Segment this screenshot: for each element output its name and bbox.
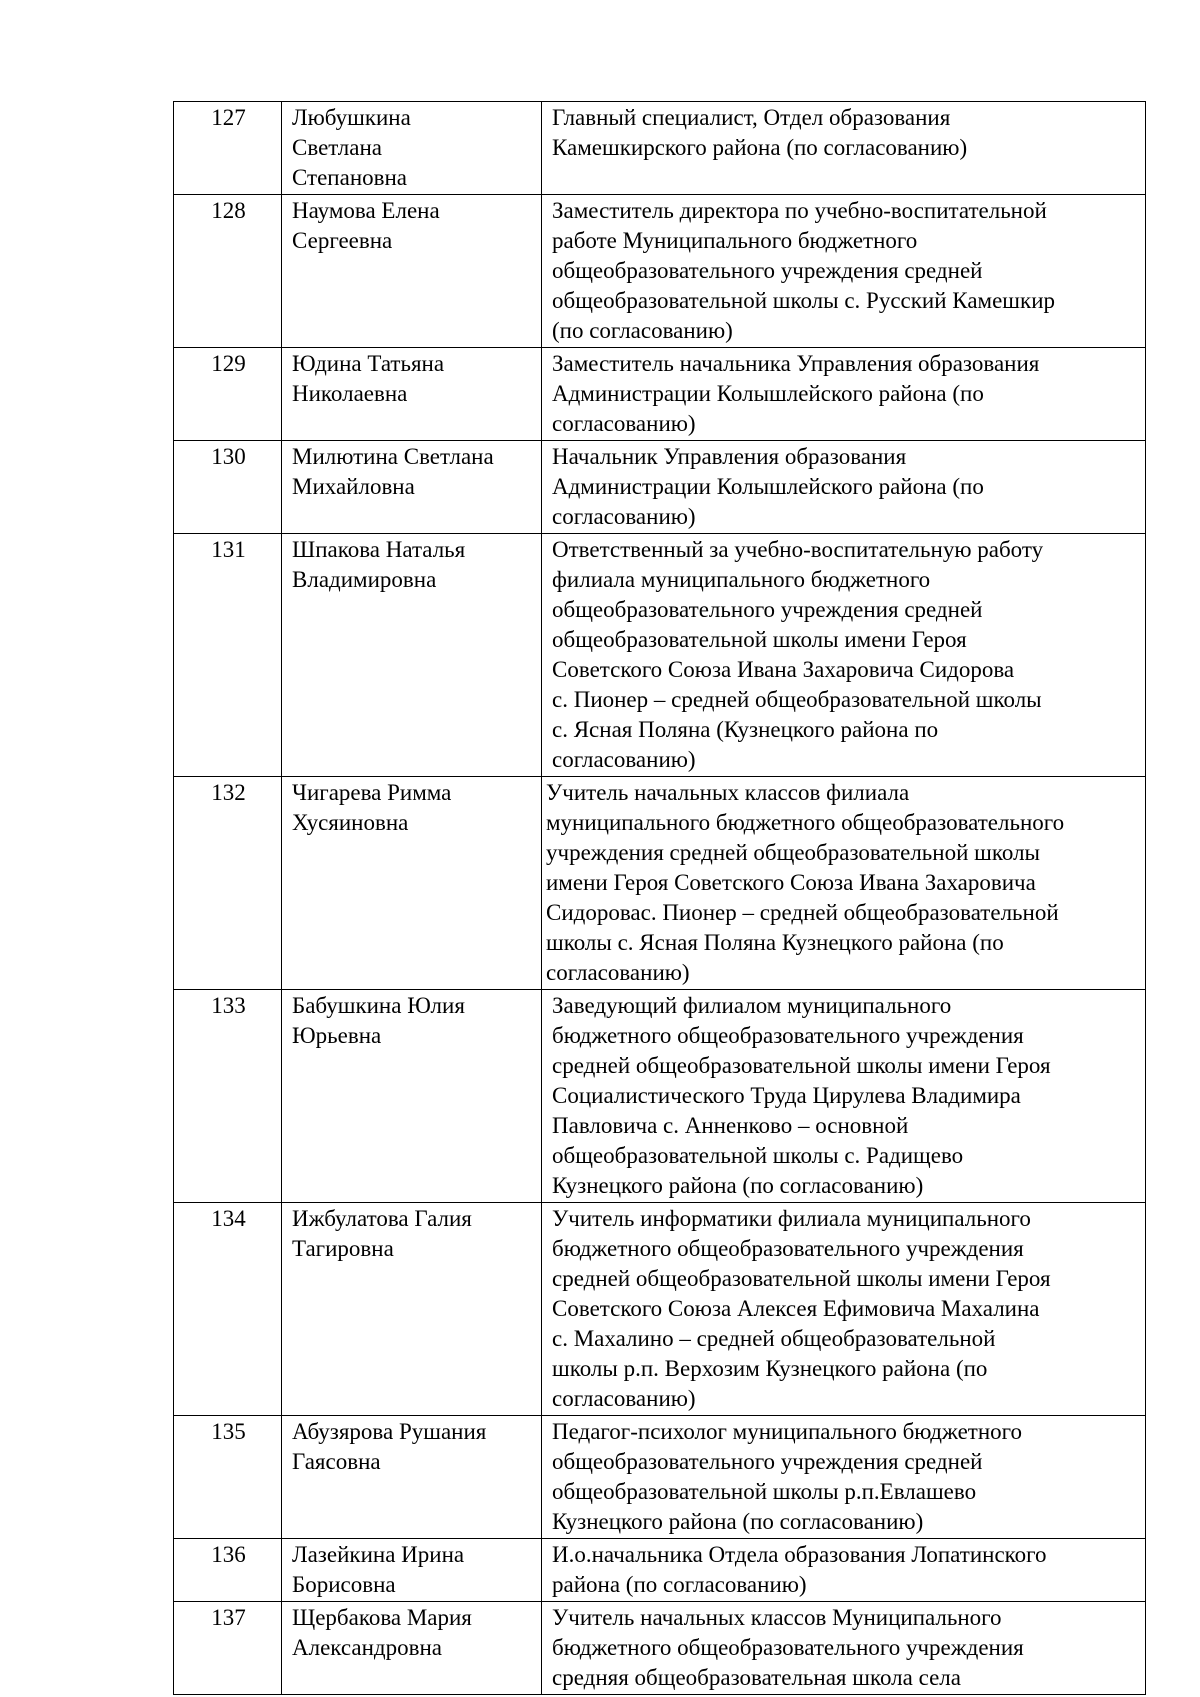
table-row [174, 1602, 1146, 1695]
person-name: Щербакова Мария Александровна [282, 1602, 542, 1695]
row-number: 134 [174, 1203, 282, 1416]
person-name: Любушкина Светлана Степановна [282, 102, 542, 195]
person-name: Чигарева Римма Хусяиновна [282, 777, 542, 990]
table-row [174, 348, 1146, 441]
table-row [174, 1416, 1146, 1539]
person-position: Учитель информатики филиала муниципального бюджетного общеобразовательного учреждения средней общеобразовательной школы имени Героя Советского Союза Алексея Ефимовича Махалина с. Махалино – средней общеобразовательной школы р.п. Верхозим Кузнецкого района (по согласованию) [542, 1203, 1146, 1416]
person-name: Наумова Елена Сергеевна [282, 195, 542, 348]
person-name: Юдина Татьяна Николаевна [282, 348, 542, 441]
row-number: 136 [174, 1539, 282, 1602]
row-number: 128 [174, 195, 282, 348]
person-position: Начальник Управления образования Администрации Колышлейского района (по согласованию) [542, 441, 1146, 534]
person-position: Педагог-психолог муниципального бюджетного общеобразовательного учреждения средней общеобразовательной школы р.п.Евлашево Кузнецкого района (по согласованию) [542, 1416, 1146, 1539]
person-name: Шпакова Наталья Владимировна [282, 534, 542, 777]
row-number: 131 [174, 534, 282, 777]
row-number: 132 [174, 777, 282, 990]
person-position: Главный специалист, Отдел образования Камешкирского района (по согласованию) [542, 102, 1146, 195]
person-name: Ижбулатова Галия Тагировна [282, 1203, 542, 1416]
roster-table [173, 101, 1146, 1695]
person-name: Лазейкина Ирина Борисовна [282, 1539, 542, 1602]
row-number: 135 [174, 1416, 282, 1539]
person-position: Заместитель начальника Управления образования Администрации Колышлейского района (по согласованию) [542, 348, 1146, 441]
table-row [174, 195, 1146, 348]
person-position: Заместитель директора по учебно-воспитательной работе Муниципального бюджетного общеобразовательного учреждения средней общеобразовательной школы с. Русский Камешкир (по согласованию) [542, 195, 1146, 348]
table-row [174, 1539, 1146, 1602]
table-row [174, 1203, 1146, 1416]
person-position: И.о.начальника Отдела образования Лопатинского района (по согласованию) [542, 1539, 1146, 1602]
row-number: 130 [174, 441, 282, 534]
person-position: Ответственный за учебно-воспитательную работу филиала муниципального бюджетного общеобразовательного учреждения средней общеобразовательной школы имени Героя Советского Союза Ивана Захаровича Сидорова с. Пионер – средней общеобразовательной школы с. Ясная Поляна (Кузнецкого района по согласованию) [542, 534, 1146, 777]
table-row [174, 441, 1146, 534]
person-name: Абузярова Рушания Гаясовна [282, 1416, 542, 1539]
person-name: Милютина Светлана Михайловна [282, 441, 542, 534]
row-number: 137 [174, 1602, 282, 1695]
table-row [174, 534, 1146, 777]
table-row [174, 102, 1146, 195]
row-number: 127 [174, 102, 282, 195]
table-row [174, 777, 1146, 990]
row-number: 129 [174, 348, 282, 441]
row-number: 133 [174, 990, 282, 1203]
table-row [174, 990, 1146, 1203]
person-name: Бабушкина Юлия Юрьевна [282, 990, 542, 1203]
person-position: Учитель начальных классов Муниципального бюджетного общеобразовательного учреждения средняя общеобразовательная школа села [542, 1602, 1146, 1695]
person-position: Учитель начальных классов филиала муниципального бюджетного общеобразовательного учреждения средней общеобразовательной школы имени Героя Советского Союза Ивана Захаровича Сидоровас. Пионер – средней общеобразовательной школы с. Ясная Поляна Кузнецкого района (по согласованию) [542, 777, 1146, 990]
person-position: Заведующий филиалом муниципального бюджетного общеобразовательного учреждения средней общеобразовательной школы имени Героя Социалистического Труда Цирулева Владимира Павловича с. Анненково – основной общеобразовательной школы с. Радищево Кузнецкого района (по согласованию) [542, 990, 1146, 1203]
